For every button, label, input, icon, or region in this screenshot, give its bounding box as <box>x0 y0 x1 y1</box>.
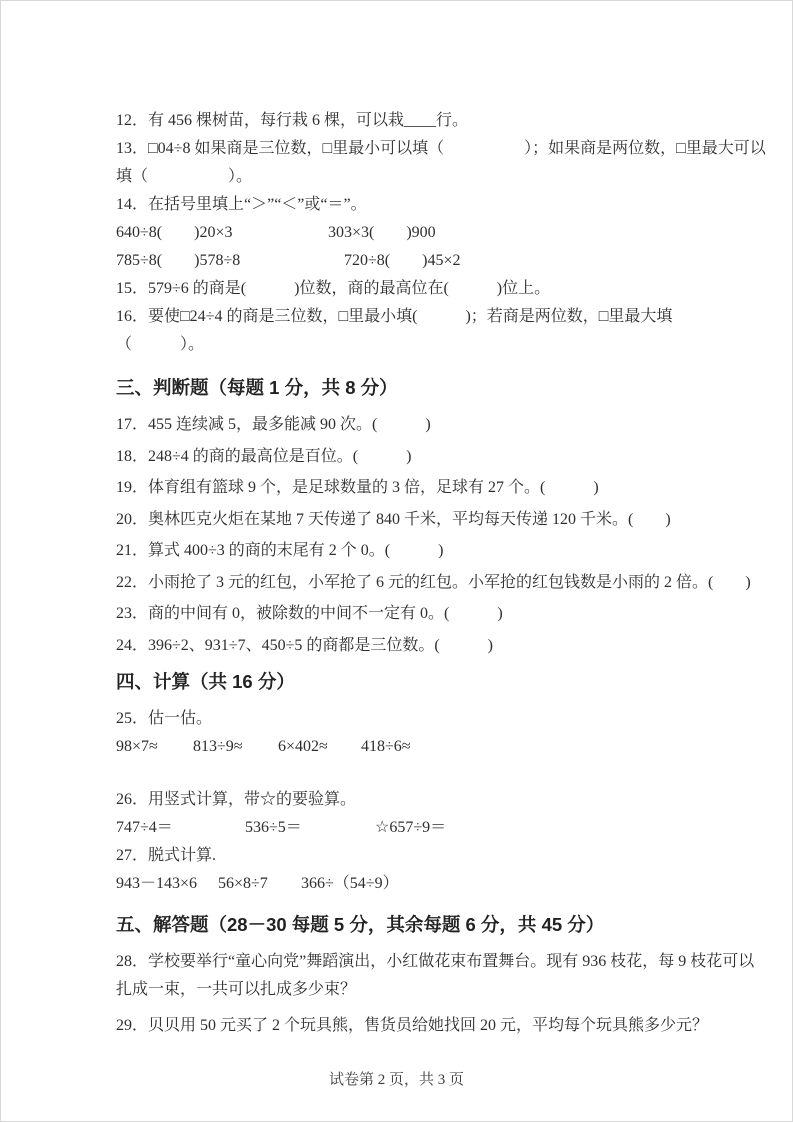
question-16-line1: 16．要使□24÷4 的商是三位数，□里最小填( )；若商是两位数，□里最大填 <box>116 308 673 325</box>
compare-item: 785÷8( )578÷8 <box>116 252 241 269</box>
question-13-line2: 填（ ）。 <box>116 168 253 185</box>
exam-content <box>116 107 766 1040</box>
question-24: 24．396÷2、931÷7、450÷5 的商都是三位数。( ) <box>116 636 494 654</box>
question-26-expressions <box>116 814 712 842</box>
question-13-line1: 13．□04÷8 如果商是三位数，□里最小可以填（ ）；如果商是两位数，□里最大可以 <box>116 140 766 157</box>
question-18: 18．248÷4 的商的最高位是百位。( ) <box>116 447 412 465</box>
question-15: 15．579÷6 的商是( )位数，商的最高位在( )位上。 <box>116 280 551 297</box>
estimate-expression-4: 418÷6≈ <box>361 738 411 755</box>
question-27: 27．脱式计算. <box>116 847 217 864</box>
column-calc-expression-1: 747÷4＝ <box>116 819 173 836</box>
step-calc-expression-1: 943－143×6 <box>116 875 198 892</box>
column-calc-expression-3: ☆657÷9＝ <box>375 819 447 836</box>
question-29: 29．贝贝用 50 元买了 2 个玩具熊，售货员给她找回 20 元，平均每个玩具熊多少元？ <box>116 1017 709 1034</box>
section-3-title: 三、判断题（每题 1 分，共 8 分） <box>116 377 398 398</box>
step-calc-expression-3: 366÷（54÷9） <box>301 875 399 892</box>
question-26: 26．用竖式计算，带☆的要验算。 <box>116 791 357 808</box>
question-19: 19．体育组有篮球 9 个，是足球数量的 3 倍，足球有 27 个。( ) <box>116 479 599 496</box>
estimate-expression-2: 813÷9≈ <box>193 738 243 755</box>
question-27-expressions <box>116 870 712 898</box>
estimate-expression-1: 98×7≈ <box>116 738 158 755</box>
question-20: 20．奥林匹克火炬在某地 7 天传递了 840 千米，平均每天传递 120 千米。( ) <box>116 510 671 528</box>
question-14: 14．在括号里填上“＞”“＜”或“＝”。 <box>116 196 367 213</box>
question-17: 17．455 连续减 5，最多能减 90 次。( ) <box>116 416 431 433</box>
page-footer: 试卷第 2 页，共 3 页 <box>328 1072 464 1088</box>
question-28-line2: 扎成一束，一共可以扎成多少束？ <box>116 981 357 998</box>
estimate-expression-3: 6×402≈ <box>278 738 328 755</box>
question-28-line1: 28．学校要举行“童心向党”舞蹈演出，小红做花束布置舞台。现有 936 枝花，每 9 枝花可以 <box>116 953 755 970</box>
column-calc-expression-2: 536÷5＝ <box>245 819 302 836</box>
question-22: 22．小雨抢了 3 元的红包，小军抢了 6 元的红包。小军抢的红包钱数是小雨的 2 倍。( ) <box>116 573 751 591</box>
section-5-title: 五、解答题（28－30 每题 5 分，其余每题 6 分，共 45 分） <box>116 914 605 935</box>
step-calc-expression-2: 56×8÷7 <box>218 875 268 892</box>
question-14-compare-row-1 <box>116 219 712 247</box>
question-14-compare-row-2 <box>116 247 712 275</box>
question-25-expressions <box>116 733 712 761</box>
section-4-title: 四、计算（共 16 分） <box>116 671 295 692</box>
compare-item: 720÷8( )45×2 <box>344 252 461 269</box>
question-25: 25．估一估。 <box>116 710 213 727</box>
compare-item: 640÷8( )20×3 <box>116 224 233 241</box>
question-23: 23．商的中间有 0，被除数的中间不一定有 0。( ) <box>116 605 503 622</box>
question-12: 12．有 456 棵树苗，每行栽 6 棵，可以栽____行。 <box>116 112 469 129</box>
compare-item: 303×3( )900 <box>328 224 436 241</box>
question-16-line2: （ ）。 <box>116 336 205 353</box>
question-21: 21．算式 400÷3 的商的末尾有 2 个 0。( ) <box>116 542 444 559</box>
